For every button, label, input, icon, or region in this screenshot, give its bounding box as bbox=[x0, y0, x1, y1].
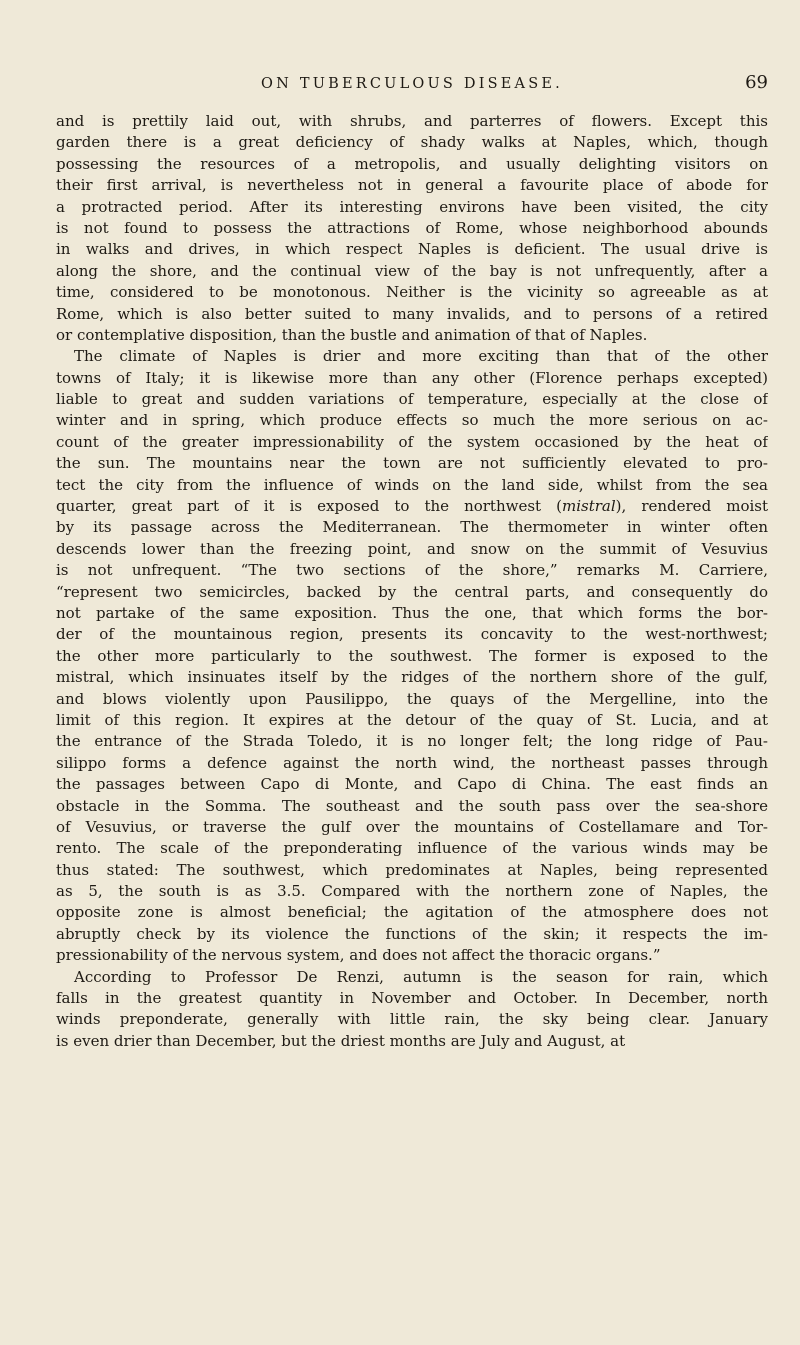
text-line: is not unfrequent. “The two sections of the shore,” remarks M. Carriere, bbox=[56, 561, 768, 580]
text-line: quarter, great part of it is exposed to the northwest (mistral), rendered moist bbox=[56, 497, 768, 516]
text-line: possessing the resources of a metropolis, and usually delighting visitors on bbox=[56, 154, 768, 173]
text-line: mistral, which insinuates itself by the ridges of the northern shore of the gulf, bbox=[56, 668, 768, 687]
text-line: as 5, the south is as 3.5. Compared with the northern zone of Naples, the bbox=[56, 882, 768, 901]
text-line: the sun. The mountains near the town are not sufficiently elevated to pro- bbox=[56, 454, 768, 473]
text-line: a protracted period. After its interesting environs have been visited, the city bbox=[56, 197, 768, 216]
body-text bbox=[56, 111, 768, 1052]
text-line: the entrance of the Strada Toledo, it is no longer felt; the long ridge of Pau- bbox=[56, 732, 768, 751]
text-line: tect the city from the influence of winds on the land side, whilst from the sea bbox=[56, 475, 768, 494]
text-line: thus stated: The southwest, which predominates at Naples, being represented bbox=[56, 860, 768, 879]
text-line: towns of Italy; it is likewise more than any other (Florence perhaps excepted) bbox=[56, 368, 768, 387]
text-line: is even drier than December, but the driest months are July and August, at bbox=[56, 1031, 626, 1050]
page-number: 69 bbox=[745, 72, 768, 93]
text-line: rento. The scale of the preponderating influence of the various winds may be bbox=[56, 839, 768, 858]
text-line: Rome, which is also better suited to many invalids, and to persons of a retired bbox=[56, 304, 768, 323]
text-line: not partake of the same exposition. Thus the one, that which forms the bor- bbox=[56, 603, 768, 622]
text-line: winter and in spring, which produce effects so much the more serious on ac- bbox=[56, 411, 768, 430]
text-line: is not found to possess the attractions of Rome, whose neighborhood abounds bbox=[56, 218, 768, 237]
text-line: the other more particularly to the southwest. The former is exposed to the bbox=[56, 646, 768, 665]
text-line: limit of this region. It expires at the detour of the quay of St. Lucia, and at bbox=[56, 710, 768, 729]
text-line: liable to great and sudden variations of temperature, especially at the close of bbox=[56, 390, 768, 409]
text-line: “represent two semicircles, backed by the central parts, and consequently do bbox=[56, 582, 768, 601]
text-line: The climate of Naples is drier and more exciting than that of the other bbox=[74, 347, 768, 366]
text-line: and is prettily laid out, with shrubs, and parterres of flowers. Except this bbox=[56, 112, 768, 130]
text-line: count of the greater impressionability of the system occasioned by the heat of bbox=[56, 432, 768, 451]
text-line: silippo forms a defence against the north wind, the northeast passes through bbox=[56, 753, 768, 772]
text-line: and blows violently upon Pausilippo, the quays of the Mergelline, into the bbox=[56, 689, 768, 708]
text-line: opposite zone is almost beneficial; the agitation of the atmosphere does not bbox=[56, 903, 768, 922]
text-line: obstacle in the Somma. The southeast and the south pass over the sea-shore bbox=[56, 796, 768, 815]
text-line: along the shore, and the continual view of the bay is not unfrequently, after a bbox=[56, 261, 768, 280]
text-line: According to Professor De Renzi, autumn is the season for rain, which bbox=[74, 967, 768, 986]
text-line: their first arrival, is nevertheless not in general a favourite place of abode for bbox=[56, 176, 768, 195]
text-line: of Vesuvius, or traverse the gulf over the mountains of Costellamare and Tor- bbox=[56, 817, 768, 836]
running-head bbox=[56, 72, 768, 96]
text-line: falls in the greatest quantity in November and October. In December, north bbox=[56, 989, 768, 1008]
text-line: garden there is a great deficiency of shady walks at Naples, which, though bbox=[56, 133, 768, 152]
text-line: the passages between Capo di Monte, and Capo di China. The east finds an bbox=[56, 775, 768, 794]
text-line: pressionability of the nervous system, and does not affect the thoracic organs.” bbox=[56, 946, 661, 965]
text-line: winds preponderate, generally with little rain, the sky being clear. January bbox=[56, 1010, 768, 1029]
text-line: der of the mountainous region, presents its concavity to the west-northwest; bbox=[56, 625, 768, 644]
text-line: time, considered to be monotonous. Neither is the vicinity so agreeable as at bbox=[56, 283, 768, 302]
text-line: in walks and drives, in which respect Naples is deficient. The usual drive is bbox=[56, 240, 768, 259]
text-line: descends lower than the freezing point, and snow on the summit of Vesuvius bbox=[56, 539, 768, 558]
text-line: or contemplative disposition, than the bustle and animation of that of Naples. bbox=[56, 325, 648, 344]
text-line: abruptly check by its violence the functions of the skin; it respects the im- bbox=[56, 924, 768, 943]
text-line: by its passage across the Mediterranean. The thermometer in winter often bbox=[56, 518, 768, 537]
running-title: ON TUBERCULOUS DISEASE. bbox=[261, 76, 563, 92]
